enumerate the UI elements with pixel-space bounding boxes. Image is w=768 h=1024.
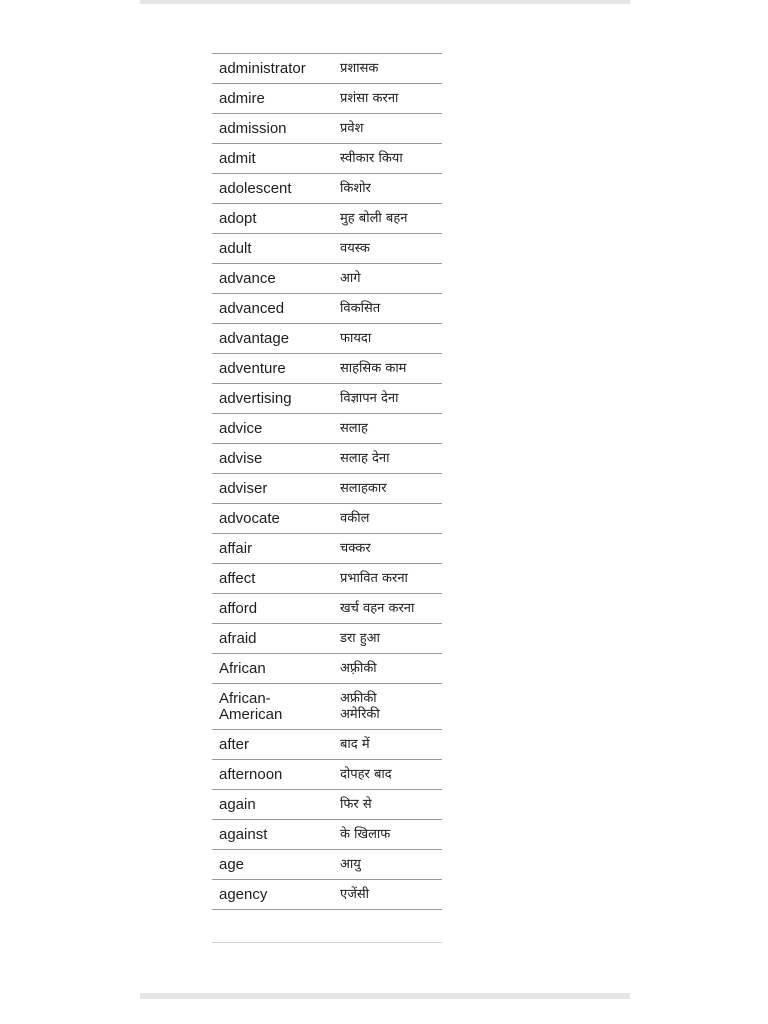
hindi-translation: अफ्रीकी अमेरिकी	[332, 684, 442, 730]
table-row	[212, 684, 442, 730]
table-row	[212, 204, 442, 234]
table-row	[212, 54, 442, 84]
table-row	[212, 444, 442, 474]
page-top-edge	[140, 0, 630, 4]
english-word: advance	[212, 264, 332, 294]
table-row	[212, 114, 442, 144]
english-word: affair	[212, 534, 332, 564]
hindi-translation: चक्कर	[332, 534, 442, 564]
table-row	[212, 294, 442, 324]
hindi-translation: प्रवेश	[332, 114, 442, 144]
table-row	[212, 790, 442, 820]
hindi-translation: स्वीकार किया	[332, 144, 442, 174]
hindi-translation: वयस्क	[332, 234, 442, 264]
hindi-translation: प्रशासक	[332, 54, 442, 84]
hindi-translation: साहसिक काम	[332, 354, 442, 384]
table-row	[212, 354, 442, 384]
table-row	[212, 564, 442, 594]
hindi-translation: प्रभावित करना	[332, 564, 442, 594]
english-word: African- American	[212, 684, 332, 730]
english-word: afternoon	[212, 760, 332, 790]
page-bottom-edge	[140, 993, 630, 999]
hindi-translation: दोपहर बाद	[332, 760, 442, 790]
table-row	[212, 850, 442, 880]
english-word: admission	[212, 114, 332, 144]
english-word: age	[212, 850, 332, 880]
vocabulary-table	[212, 53, 442, 910]
hindi-translation: विकसित	[332, 294, 442, 324]
table-row	[212, 820, 442, 850]
hindi-translation: आगे	[332, 264, 442, 294]
english-word: advocate	[212, 504, 332, 534]
table-row	[212, 534, 442, 564]
hindi-translation: सलाहकार	[332, 474, 442, 504]
hindi-translation: विज्ञापन देना	[332, 384, 442, 414]
hindi-translation: किशोर	[332, 174, 442, 204]
english-word: agency	[212, 880, 332, 910]
table-row	[212, 624, 442, 654]
table-row	[212, 234, 442, 264]
table-row	[212, 654, 442, 684]
english-word: again	[212, 790, 332, 820]
hindi-translation: वकील	[332, 504, 442, 534]
english-word: administrator	[212, 54, 332, 84]
hindi-translation: प्रशंसा करना	[332, 84, 442, 114]
hindi-translation: फिर से	[332, 790, 442, 820]
hindi-translation: अफ़्रीकी	[332, 654, 442, 684]
table-row	[212, 504, 442, 534]
english-word: admire	[212, 84, 332, 114]
hindi-translation: के खिलाफ	[332, 820, 442, 850]
hindi-translation: फायदा	[332, 324, 442, 354]
table-row	[212, 324, 442, 354]
hindi-translation: मुह बोली बहन	[332, 204, 442, 234]
english-word: adviser	[212, 474, 332, 504]
table-row	[212, 174, 442, 204]
table-row	[212, 474, 442, 504]
table-row	[212, 84, 442, 114]
table-row	[212, 384, 442, 414]
table-row	[212, 144, 442, 174]
hindi-translation: सलाह	[332, 414, 442, 444]
vocabulary-table-body	[212, 54, 442, 910]
english-word: afford	[212, 594, 332, 624]
english-word: advertising	[212, 384, 332, 414]
hindi-translation: डरा हुआ	[332, 624, 442, 654]
english-word: adult	[212, 234, 332, 264]
english-word: afraid	[212, 624, 332, 654]
hindi-translation: बाद में	[332, 730, 442, 760]
table-row	[212, 730, 442, 760]
hindi-translation: एजेंसी	[332, 880, 442, 910]
english-word: affect	[212, 564, 332, 594]
english-word: African	[212, 654, 332, 684]
table-row	[212, 264, 442, 294]
english-word: advice	[212, 414, 332, 444]
english-word: adolescent	[212, 174, 332, 204]
english-word: admit	[212, 144, 332, 174]
english-word: advise	[212, 444, 332, 474]
english-word: after	[212, 730, 332, 760]
english-word: against	[212, 820, 332, 850]
table-end-rule	[212, 942, 442, 943]
english-word: advantage	[212, 324, 332, 354]
hindi-translation: खर्च वहन करना	[332, 594, 442, 624]
english-word: adopt	[212, 204, 332, 234]
english-word: adventure	[212, 354, 332, 384]
hindi-translation: सलाह देना	[332, 444, 442, 474]
table-row	[212, 414, 442, 444]
english-word: advanced	[212, 294, 332, 324]
table-row	[212, 594, 442, 624]
hindi-translation: आयु	[332, 850, 442, 880]
table-row	[212, 760, 442, 790]
table-row	[212, 880, 442, 910]
